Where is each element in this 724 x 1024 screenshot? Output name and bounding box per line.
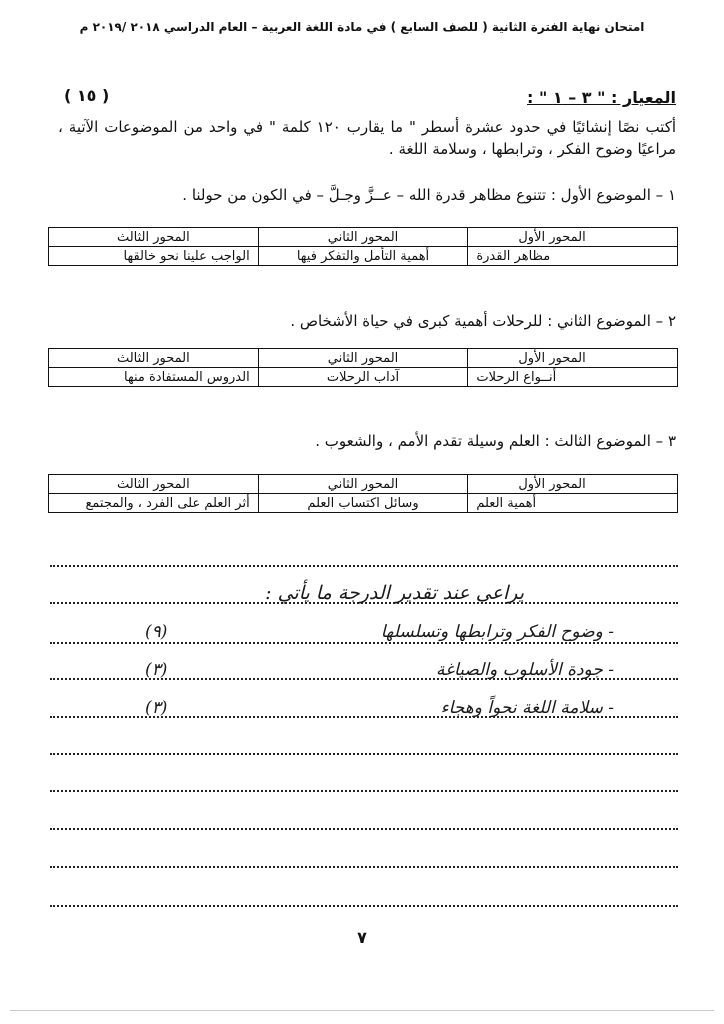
bottom-edge-line: [10, 1010, 714, 1011]
handwritten-intro: يراعى عند تقدير الدرجة ما يأتي :: [265, 582, 524, 604]
axis-header: المحور الأول: [468, 475, 678, 494]
axis-header: المحور الثالث: [49, 475, 259, 494]
criterion-label: المعيار : " ٣ – ١ " :: [527, 88, 676, 107]
axis-header: المحور الثالث: [49, 349, 259, 368]
answer-line: [50, 866, 678, 868]
axis-value: آداب الرحلات: [258, 368, 468, 387]
answer-line: [50, 642, 678, 644]
total-score: ( ١٥ ): [64, 86, 110, 105]
instructions-text: أكتب نصًا إنشائيًا في حدود عشرة أسطر " ما يقارب ١٢٠ كلمة " في واحد من الموضوعات الآتية ، مراعيًا وضوح الفكر ، وترابطها ، وسلامة اللغة .: [58, 118, 677, 158]
handwritten-item-2: - جودة الأسلوب والصياغة: [436, 660, 614, 680]
axis-value: الواجب علينا نحو خالقها: [49, 247, 259, 266]
axis-value: أهمية التأمل والتفكر فيها: [258, 247, 468, 266]
page-number: ٧: [357, 928, 367, 947]
answer-line: [50, 790, 678, 792]
answer-line: [50, 753, 678, 755]
handwritten-score-1: (٩): [145, 622, 168, 642]
handwritten-item-1: - وضوح الفكر وترابطها وتسلسلها: [380, 622, 614, 642]
axis-value: الدروس المستفادة منها: [49, 368, 259, 387]
axis-value: وسائل اكتساب العلم: [258, 494, 468, 513]
axis-value: أهمية العلم: [468, 494, 678, 513]
topic-3-title: ٣ – الموضوع الثالث : العلم وسيلة تقدم الأمم ، والشعوب .: [315, 432, 676, 450]
topic-1-table: [48, 227, 678, 266]
topic-2-table: [48, 348, 678, 387]
axis-header: المحور الأول: [468, 349, 678, 368]
axis-header: المحور الثاني: [258, 228, 468, 247]
handwritten-score-3: (٣): [145, 698, 168, 718]
axis-value: مظاهر القدرة: [468, 247, 678, 266]
topic-2-title: ٢ – الموضوع الثاني : للرحلات أهمية كبرى في حياة الأشخاص .: [290, 312, 676, 330]
axis-header: المحور الثالث: [49, 228, 259, 247]
handwritten-item-3: - سلامة اللغة نحواً وهجاء: [440, 698, 614, 718]
axis-header: المحور الثاني: [258, 349, 468, 368]
exam-header: امتحان نهاية الفترة الثانية ( للصف السابع ) في مادة اللغة العربية – العام الدراسي ٢٠١٨ /٢٠١٩ م: [79, 20, 645, 34]
topic-1-title: ١ – الموضوع الأول : تتنوع مظاهر قدرة الله – عــزَّ وجـلَّ – في الكون من حولنا .: [182, 186, 676, 204]
axis-header: المحور الثاني: [258, 475, 468, 494]
answer-line: [50, 905, 678, 907]
answer-line: [50, 828, 678, 830]
topic-3-table: [48, 474, 678, 513]
answer-line: [50, 565, 678, 567]
handwritten-score-2: (٣): [145, 660, 168, 680]
axis-header: المحور الأول: [468, 228, 678, 247]
axis-value: أثر العلم على الفرد ، والمجتمع: [49, 494, 259, 513]
axis-value: أنــواع الرحلات: [468, 368, 678, 387]
